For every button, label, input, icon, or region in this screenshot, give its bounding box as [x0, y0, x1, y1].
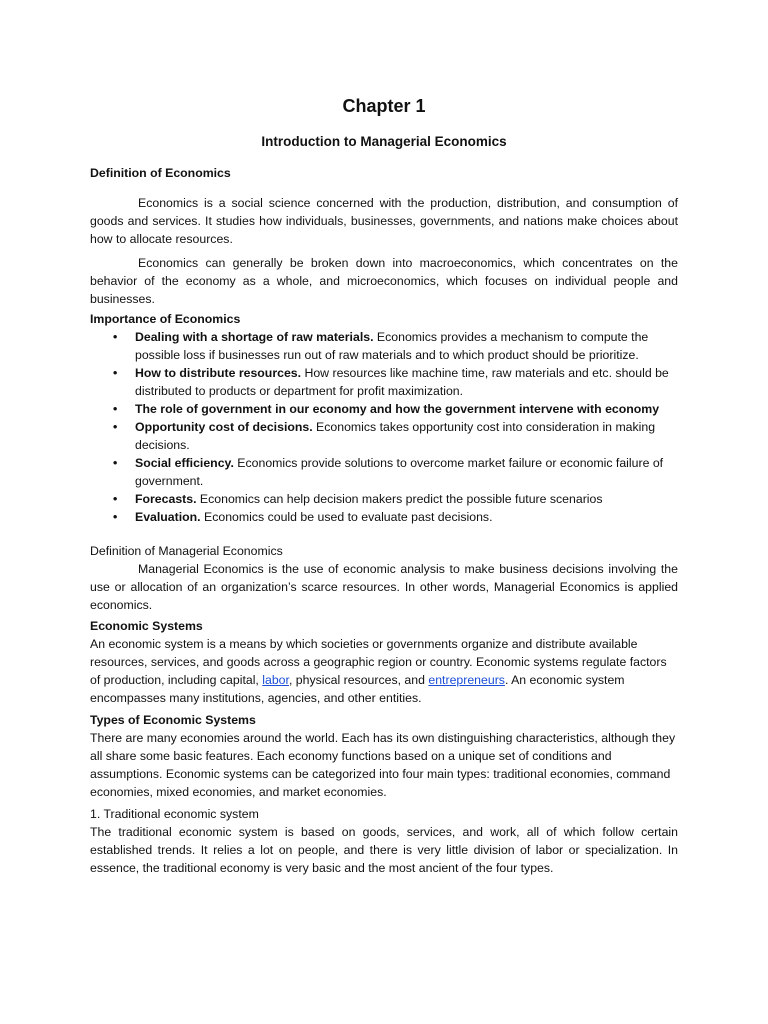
bullet-icon: •: [113, 492, 118, 506]
bullet-icon: •: [113, 456, 118, 470]
bullet-icon: •: [113, 510, 118, 524]
list-item: • Forecasts. Economics can help decision makers predict the possible future scenarios: [113, 492, 603, 506]
managerial-heading: Definition of Managerial Economics: [90, 544, 283, 558]
systems-heading: Economic Systems: [90, 619, 203, 633]
labor-link[interactable]: labor: [262, 673, 289, 687]
managerial-section: [90, 542, 678, 614]
importance-section: [90, 310, 678, 526]
bullet-icon: •: [113, 366, 118, 380]
types-section: [90, 711, 678, 801]
importance-list: [90, 328, 678, 526]
types-heading: Types of Economic Systems: [90, 713, 256, 727]
traditional-section: [90, 805, 678, 877]
traditional-paragraph: The traditional economic system is based on goods, services, and work, all of which follow certain established trends. It relies a lot on people, and there is very little division of labor or specialization. In essence, the traditional economy is very basic and the most ancient of the four types.: [90, 825, 678, 875]
managerial-paragraph: Managerial Economics is the use of economic analysis to make business decisions involving the use or allocation of an organization’s scarce resources. In other words, Managerial Economics is applied economics.: [90, 562, 678, 612]
definition-paragraph-2: Economics can generally be broken down into macroeconomics, which concentrates on the behavior of the economy as a whole, and microeconomics, which focuses on individual people and businesses.: [90, 256, 678, 306]
systems-section: [90, 617, 678, 707]
definition-paragraph-1: Economics is a social science concerned with the production, distribution, and consumption of goods and services. It studies how individuals, businesses, governments, and nations make choices about how to allocate resources.: [90, 196, 678, 246]
traditional-heading: 1. Traditional economic system: [90, 807, 259, 821]
importance-heading: Importance of Economics: [90, 312, 241, 326]
list-item: • The role of government in our economy and how the government intervene with economy: [113, 402, 660, 416]
systems-paragraph: An economic system is a means by which societies or governments organize and distribute available resources, services, and goods across a geographic region or country. Economic systems regulate factors of production, including capital, labor, physical resources, and entrepreneurs. An economic system encompasses many institutions, agencies, and other entities.: [90, 637, 667, 705]
bullet-icon: •: [113, 402, 118, 416]
types-paragraph: There are many economies around the world. Each has its own distinguishing characteristics, although they all share some basic features. Each economy functions based on a unique set of conditions and assumptions. Economic systems can be categorized into four main types: traditional economies, command economies, mixed economies, and market economies.: [90, 731, 676, 799]
list-item: • Dealing with a shortage of raw materials. Economics provides a mechanism to compute the possible loss if businesses run out of raw materials and to which product should be prioritize.: [113, 330, 649, 362]
chapter-title: Introduction to Managerial Economics: [261, 134, 507, 149]
list-item: • Social efficiency. Economics provide solutions to overcome market failure or economic failure of government.: [113, 456, 664, 488]
entrepreneurs-link[interactable]: entrepreneurs: [428, 673, 505, 687]
bullet-icon: •: [113, 420, 118, 434]
chapter-number: Chapter 1: [342, 96, 426, 116]
list-item: • Evaluation. Economics could be used to evaluate past decisions.: [113, 510, 493, 524]
definition-heading: Definition of Economics: [90, 166, 231, 180]
list-item: • Opportunity cost of decisions. Economics takes opportunity cost into consideration in making decisions.: [113, 420, 656, 452]
list-item: • How to distribute resources. How resources like machine time, raw materials and etc. should be distributed to products or department for profit maximization.: [113, 366, 669, 398]
bullet-icon: •: [113, 330, 118, 344]
definition-section: [90, 164, 678, 308]
